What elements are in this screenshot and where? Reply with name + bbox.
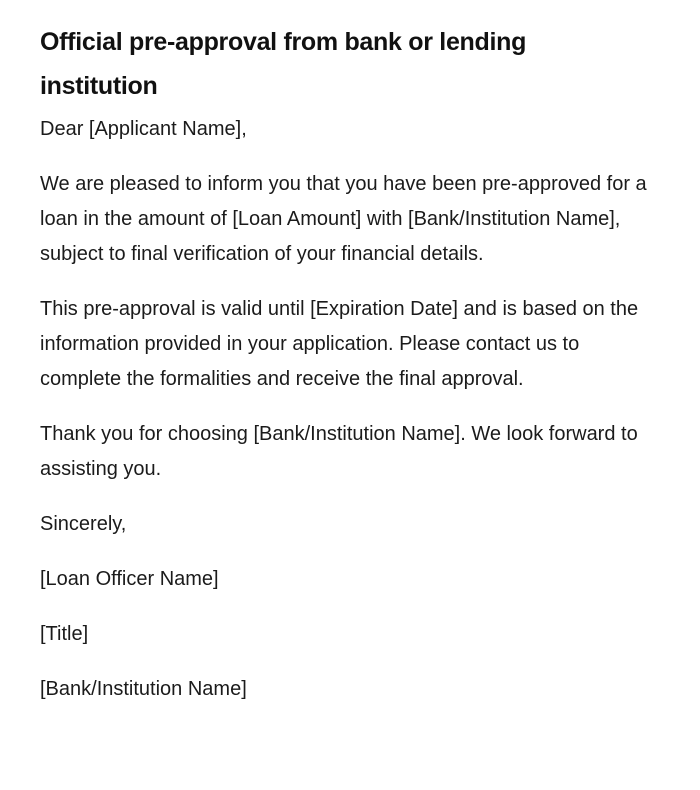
signature-officer-title: [Title] xyxy=(40,623,89,645)
signature-officer-name: [Loan Officer Name] xyxy=(40,568,219,590)
closing: Sincerely, xyxy=(40,513,127,535)
body-paragraph-approval: We are pleased to inform you that you have been pre-approved for a loan in the amount of [Loan Amount] with [Bank/Institution Name], subject to final verification of your financial details. xyxy=(40,173,647,265)
signature-institution: [Bank/Institution Name] xyxy=(40,678,247,700)
salutation: Dear [Applicant Name], xyxy=(40,118,247,140)
body-paragraph-thanks: Thank you for choosing [Bank/Institution Name]. We look forward to assisting you. xyxy=(40,423,638,480)
document-title: Official pre-approval from bank or lending institution xyxy=(40,28,527,100)
body-paragraph-validity: This pre-approval is valid until [Expiration Date] and is based on the information provided in your application. Please contact us to complete the formalities and receive the final approval. xyxy=(40,298,639,390)
